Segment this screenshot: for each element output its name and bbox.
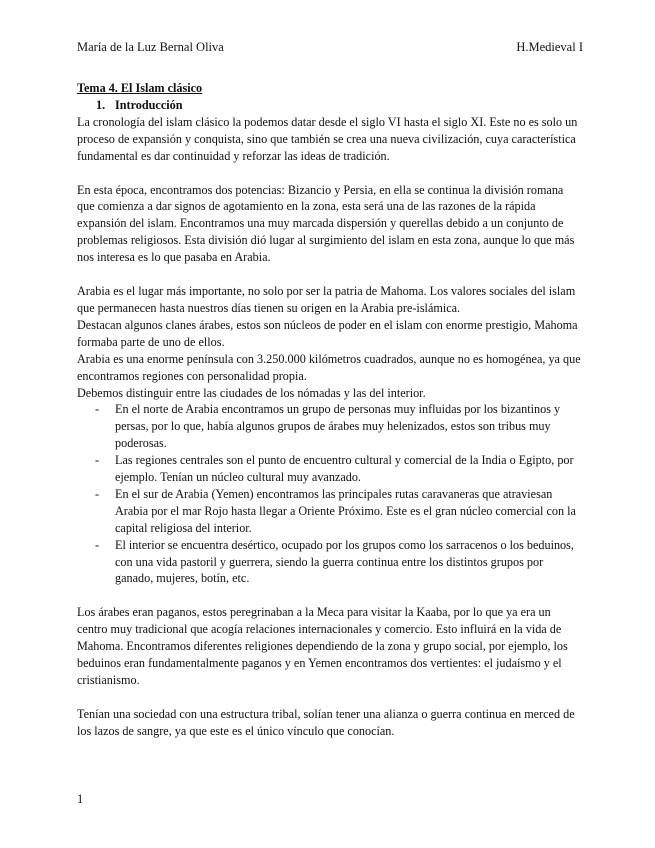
section-title: Introducción xyxy=(115,97,183,112)
paragraph-3c: Arabia es una enorme península con 3.250.000 kilómetros cuadrados, aunque no es homogénea, ya que encontramos regiones con personalidad propia. xyxy=(77,351,581,383)
paragraph-3a: Arabia es el lugar más importante, no solo por ser la patria de Mahoma. Los valores sociales del islam que permanecen hasta nuestros días tienen su origen en la Arabia pre-islámica. xyxy=(77,284,576,315)
paragraph-4: Los árabes eran paganos, estos peregrinaban a la Meca para visitar la Kaaba, por lo que ya era un centro muy tradicional que acogía relaciones internacionales y comercio. Esto influirá en la vida de Mahoma. Encontramos diferentes religiones dependiendo de la zona y grupo social, por ejemplo, los beduinos eran fundamentalmente paganos y en Yemen encontramos dos vertientes: el judaísmo y el cristianismo. xyxy=(77,605,568,687)
paragraph-3d: Debemos distinguir entre las ciudades de los nómadas y las del interior. xyxy=(77,385,426,400)
bullet-list xyxy=(77,401,583,587)
paragraph-2: En esta época, encontramos dos potencias: Bizancio y Persia, en ella se continua la división romana que comienza a dar signos de agotamiento en la zona, esta será una de las razones de la rápida expansión del islam. Encontramos una muy marcada dispersión y querellas debido a un conjunto de problemas religiosos. Esta división dió lugar al surgimiento del islam en esta zona, aunque lo que más nos interesa es lo que pasaba en Arabia. xyxy=(77,182,575,265)
header-author: María de la Luz Bernal Oliva xyxy=(77,40,224,54)
list-item: - En el sur de Arabia (Yemen) encontramos las principales rutas caravaneras que atraviesan Arabia por el mar Rojo hasta llegar a Oriente Próximo. Este es el gran núcleo comercial con la capital religiosa del interior. xyxy=(115,486,583,537)
document-title: Tema 4. El Islam clásico xyxy=(77,81,203,95)
paragraph-gap xyxy=(77,165,583,182)
section-number: 1. xyxy=(96,97,106,112)
paragraph-gap xyxy=(77,689,583,706)
paragraph-5: Tenían una sociedad con una estructura tribal, solían tener una alianza o guerra continua en merced de los lazos de sangre, ya que este es el único vínculo que conocían. xyxy=(77,706,575,738)
paragraph-3b: Destacan algunos clanes árabes, estos son núcleos de poder en el islam con enorme prestigio, Mahoma formaba parte de uno de ellos. xyxy=(77,317,578,349)
list-item: - En el norte de Arabia encontramos un grupo de personas muy influidas por los bizantinos y persas, por lo que, había algunos grupos de árabes muy helenizados, estos son tribus muy poderosas. xyxy=(115,401,583,452)
section-heading xyxy=(96,97,583,114)
header-course: H.Medieval I xyxy=(516,40,583,54)
list-item: - Las regiones centrales son el punto de encuentro cultural y comercial de la India o Egipto, por ejemplo. Tenían un núcleo cultural muy avanzado. xyxy=(115,452,583,486)
page-number: 1 xyxy=(77,792,84,806)
paragraph-gap xyxy=(77,587,583,604)
list-item: - El interior se encuentra desértico, ocupado por los grupos como los sarracenos o los beduinos, con una vida pastoril y guerrera, siendo la guerra continua entre los distintos grupos por ganado, mujeres, botín, etc. xyxy=(115,537,583,588)
paragraph-1: La cronología del islam clásico la podemos datar desde el siglo VI hasta el siglo XI. Este no es solo un proceso de expansión y conquista, sino que también se crea una nueva civilización, cuya característica fundamental es dar continuidad y reforzar las ideas de tradición. xyxy=(77,114,578,163)
paragraph-gap xyxy=(77,266,583,283)
document-body xyxy=(77,80,583,740)
